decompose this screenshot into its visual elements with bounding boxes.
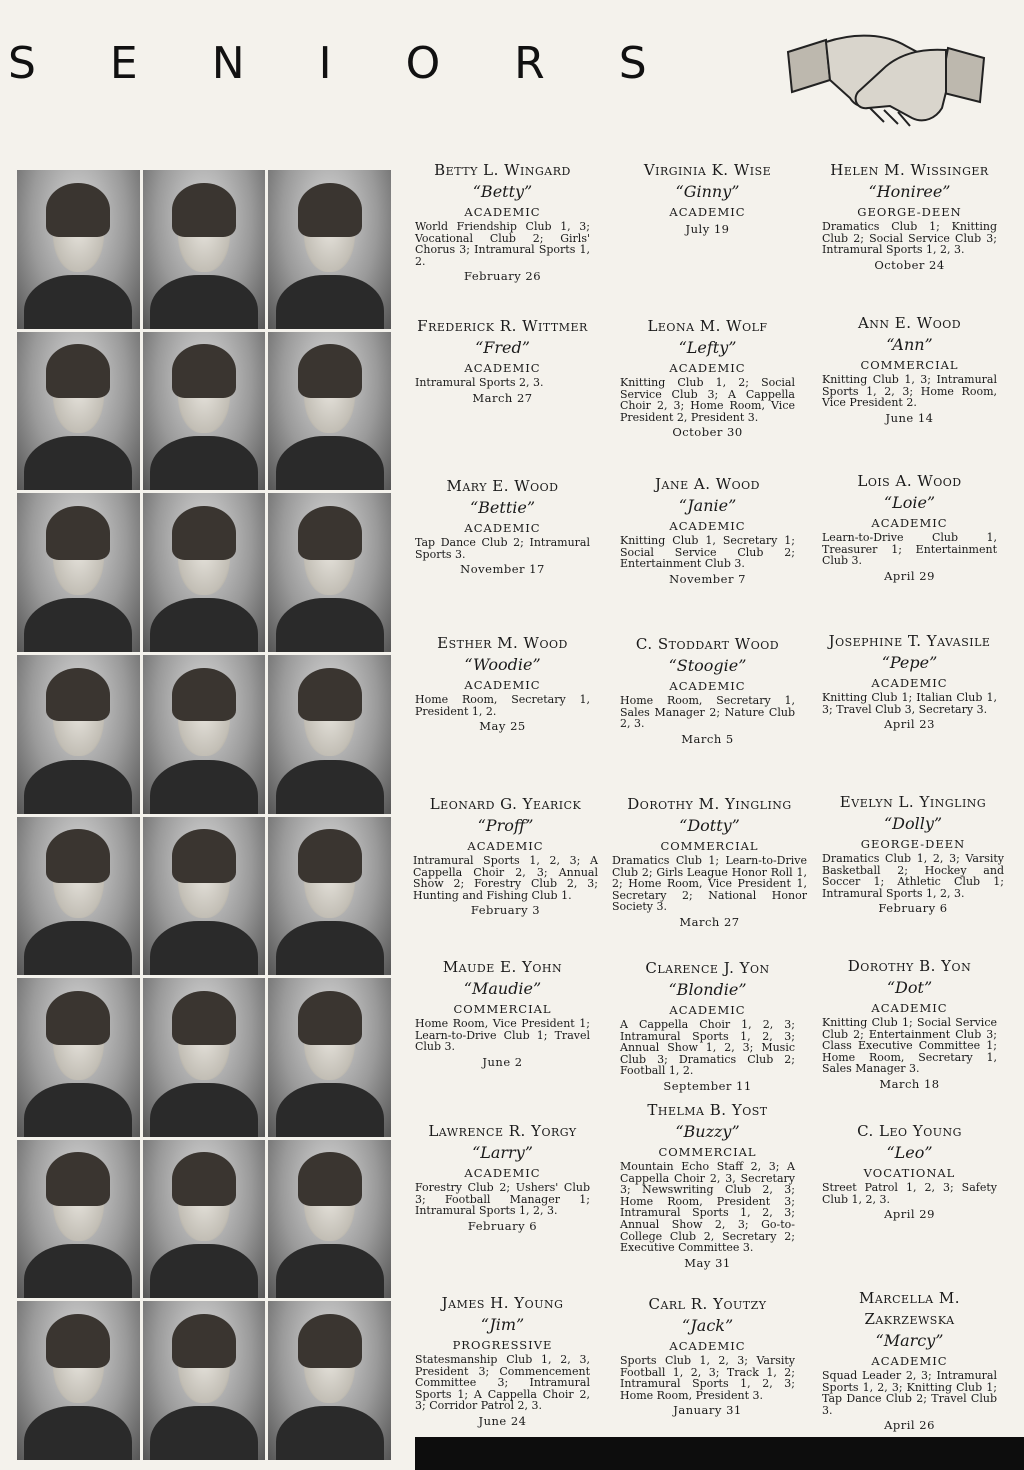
senior-nickname: “Ann” — [886, 335, 933, 354]
senior-birthday: March 18 — [879, 1076, 940, 1091]
senior-course: ACADEMIC — [669, 205, 746, 219]
page-title: S E N I O R S — [8, 38, 677, 89]
senior-course: ACADEMIC — [669, 1339, 746, 1353]
senior-name: Dorothy M. Yingling — [627, 795, 792, 813]
senior-entry — [620, 160, 795, 237]
senior-nickname: “Proff” — [477, 816, 534, 835]
senior-nickname: “Dolly” — [883, 814, 943, 833]
senior-birthday: March 27 — [679, 914, 740, 929]
portrait-photo — [268, 170, 391, 329]
portrait-photo — [143, 978, 266, 1137]
senior-birthday: July 19 — [685, 222, 730, 236]
senior-birthday: November 7 — [669, 571, 746, 586]
senior-activities: Home Room, Vice President 1; Learn-to-Drive Club 1; Travel Club 3. — [415, 1017, 590, 1054]
senior-nickname: “Dotty” — [679, 816, 740, 835]
senior-entry — [415, 476, 590, 577]
senior-nickname: “Loie” — [883, 493, 936, 512]
senior-course: ACADEMIC — [871, 1354, 948, 1368]
senior-course: GEORGE-DEEN — [857, 205, 962, 219]
portrait-photo — [143, 817, 266, 976]
senior-course: ACADEMIC — [464, 521, 541, 535]
senior-birthday: February 6 — [467, 1218, 538, 1233]
senior-course: COMMERCIAL — [860, 358, 959, 372]
senior-birthday: June 2 — [482, 1054, 523, 1069]
senior-activities: Home Room, Secretary 1, Sales Manager 2; Nature Club 2, 3. — [620, 694, 795, 731]
senior-birthday: September 11 — [663, 1078, 752, 1093]
senior-nickname: “Dot” — [886, 978, 933, 997]
senior-nickname: “Ginny” — [675, 182, 740, 201]
senior-name: Lawrence R. Yorgy — [428, 1122, 577, 1140]
senior-entry — [620, 316, 795, 440]
senior-birthday: June 24 — [478, 1413, 527, 1428]
senior-nickname: “Larry” — [472, 1143, 533, 1162]
senior-birthday: April 29 — [884, 568, 935, 583]
portrait-grid — [17, 170, 391, 1460]
senior-birthday: February 26 — [463, 269, 542, 284]
senior-entry — [822, 471, 997, 584]
senior-name: Leonard G. Yearick — [429, 795, 582, 813]
senior-name: Clarence J. Yon — [645, 959, 770, 977]
senior-entry — [415, 1121, 590, 1234]
portrait-photo — [143, 1140, 266, 1299]
senior-nickname: “Betty” — [472, 182, 533, 201]
senior-entry — [620, 634, 795, 747]
portrait-photo — [143, 170, 266, 329]
senior-course: COMMERCIAL — [658, 1145, 757, 1159]
senior-activities: Sports Club 1, 2, 3; Varsity Football 1, 2, 3; Track 1, 2; Intramural Sports 1, 2, 3; Home Room, President 3. — [620, 1354, 795, 1402]
senior-nickname: “Jim” — [480, 1315, 525, 1334]
senior-activities: Intramural Sports 2, 3. — [415, 376, 544, 389]
senior-nickname: “Jack” — [681, 1316, 734, 1335]
senior-nickname: “Honiree” — [868, 182, 951, 201]
senior-nickname: “Janie” — [678, 496, 737, 515]
senior-entry — [822, 956, 997, 1092]
senior-name: Jane A. Wood — [654, 475, 761, 493]
portrait-photo — [143, 493, 266, 652]
senior-birthday: April 29 — [884, 1207, 935, 1222]
senior-name: Evelyn L. Yingling — [839, 793, 987, 811]
senior-entry — [620, 474, 795, 587]
portrait-photo — [17, 1301, 140, 1460]
senior-course: ACADEMIC — [669, 361, 746, 375]
senior-activities: Dramatics Club 1, 2, 3; Varsity Basketball 2; Hockey and Soccer 1; Athletic Club 1; Intramural Sports 1, 2, 3. — [822, 852, 1004, 900]
senior-name: Frederick R. Wittmer — [417, 317, 588, 335]
senior-activities: Dramatics Club 1; Learn-to-Drive Club 2; Girls League Honor Roll 1, 2; Home Room, Vice President 1, Secretary 2; National Honor Society 3. — [612, 854, 807, 914]
senior-birthday: May 25 — [479, 719, 526, 734]
portrait-photo — [17, 1140, 140, 1299]
senior-name: C. Leo Young — [857, 1122, 962, 1140]
portrait-photo — [268, 978, 391, 1137]
senior-birthday: February 6 — [878, 901, 948, 916]
senior-activities: Street Patrol 1, 2, 3; Safety Club 1, 2, 3. — [822, 1181, 997, 1206]
senior-course: VOCATIONAL — [863, 1166, 956, 1180]
senior-entry — [415, 160, 590, 284]
senior-nickname: “Woodie” — [464, 655, 541, 674]
senior-name: Lois A. Wood — [857, 472, 962, 490]
senior-entry — [620, 1294, 795, 1418]
senior-birthday: May 31 — [684, 1255, 731, 1270]
senior-activities: World Friendship Club 1, 3; Vocational Club 2; Girls' Chorus 3; Intramural Sports 1, 2. — [415, 220, 590, 268]
senior-name: Esther M. Wood — [437, 634, 568, 652]
portrait-photo — [17, 332, 140, 491]
senior-activities: Intramural Sports 1, 2, 3; A Cappella Choir 2, 3; Annual Show 2; Forestry Club 2, 3; Hunting and Fishing Club 1. — [413, 854, 598, 902]
senior-nickname: “Marcy” — [875, 1331, 944, 1350]
senior-name: Mary E. Wood — [446, 477, 559, 495]
senior-birthday: June 14 — [885, 410, 934, 425]
senior-birthday: October 30 — [672, 425, 743, 440]
senior-entry — [612, 794, 807, 930]
senior-course: ACADEMIC — [669, 1003, 746, 1017]
senior-entry — [415, 316, 590, 406]
senior-activities: Dramatics Club 1; Knitting Club 2; Social Service Club 3; Intramural Sports 1, 2, 3. — [822, 220, 997, 257]
senior-birthday: February 3 — [470, 903, 541, 918]
senior-activities: Squad Leader 2, 3; Intramural Sports 1, 2, 3; Knitting Club 1; Tap Dance Club 2; Travel Club 3. — [822, 1369, 997, 1417]
senior-entry — [822, 160, 997, 273]
portrait-photo — [143, 1301, 266, 1460]
senior-course: ACADEMIC — [464, 678, 541, 692]
senior-course: ACADEMIC — [871, 516, 948, 530]
senior-name: Leona M. Wolf — [647, 317, 768, 335]
senior-nickname: “Pepe” — [881, 653, 938, 672]
portrait-photo — [268, 817, 391, 976]
senior-course: COMMERCIAL — [453, 1002, 552, 1016]
senior-birthday: April 23 — [884, 717, 935, 732]
senior-name: Ann E. Wood — [857, 314, 962, 332]
senior-entry — [822, 631, 997, 732]
senior-name: Betty L. Wingard — [434, 161, 571, 179]
senior-activities: Statesmanship Club 1, 2, 3, President 3; Commencement Committee 3; Intramural Sports 1; A Cappella Choir 2, 3; Corridor Patrol 2, 3. — [415, 1353, 590, 1413]
senior-nickname: “Fred” — [475, 338, 530, 357]
senior-name: Maude E. Yohn — [442, 958, 563, 976]
senior-birthday: November 17 — [460, 562, 545, 577]
senior-nickname: “Blondie” — [668, 980, 747, 999]
senior-course: ACADEMIC — [464, 205, 541, 219]
senior-birthday: October 24 — [874, 257, 945, 272]
senior-activities: Home Room, Secretary 1, President 1, 2. — [415, 693, 590, 718]
senior-birthday: March 5 — [681, 731, 734, 746]
footer-bar — [415, 1437, 1024, 1470]
senior-course: COMMERCIAL — [660, 839, 759, 853]
senior-nickname: “Bettie” — [469, 498, 536, 517]
senior-course: ACADEMIC — [871, 676, 948, 690]
senior-name: Thelma B. Yost — [647, 1101, 768, 1119]
senior-entry — [415, 633, 590, 734]
senior-activities: Tap Dance Club 2; Intramural Sports 3. — [415, 536, 590, 561]
senior-activities: Knitting Club 1; Social Service Club 2; Entertainment Club 3; Class Executive Committee 1; Home Room, Secretary 1, Sales Manager 3. — [822, 1016, 997, 1076]
portrait-photo — [17, 978, 140, 1137]
senior-birthday: April 26 — [884, 1418, 935, 1433]
senior-entry — [822, 313, 997, 426]
senior-activities: Knitting Club 1, 2; Social Service Club 3; A Cappella Choir 2, 3; Home Room, Vice President 2, President 3. — [620, 376, 795, 424]
senior-course: ACADEMIC — [464, 361, 541, 375]
senior-entry — [822, 1288, 997, 1433]
senior-name: Virginia K. Wise — [643, 161, 772, 179]
senior-nickname: “Stoogie” — [668, 656, 747, 675]
senior-course: ACADEMIC — [467, 839, 544, 853]
portrait-photo — [17, 655, 140, 814]
senior-birthday: March 27 — [472, 390, 533, 405]
portrait-photo — [268, 493, 391, 652]
senior-course: ACADEMIC — [464, 1166, 541, 1180]
senior-name: James H. Young — [441, 1294, 564, 1312]
senior-name: C. Stoddart Wood — [635, 635, 780, 653]
senior-nickname: “Buzzy” — [675, 1122, 740, 1141]
portrait-photo — [17, 170, 140, 329]
senior-name: Josephine T. Yavasile — [828, 632, 991, 650]
senior-activities: Knitting Club 1, 3; Intramural Sports 1, 2, 3; Home Room, Vice President 2. — [822, 373, 997, 410]
portrait-photo — [268, 655, 391, 814]
senior-activities: Learn-to-Drive Club 1, Treasurer 1; Entertainment Club 3. — [822, 531, 997, 568]
senior-course: GEORGE-DEEN — [860, 837, 966, 851]
senior-course: PROGRESSIVE — [452, 1338, 553, 1352]
senior-entry — [620, 958, 795, 1094]
senior-name: Marcella M. Zakrzewska — [859, 1289, 960, 1328]
senior-course: ACADEMIC — [669, 679, 746, 693]
portrait-photo — [143, 655, 266, 814]
senior-entry — [415, 1293, 590, 1429]
senior-activities: Forestry Club 2; Ushers' Club 3; Football Manager 1; Intramural Sports 1, 2, 3. — [415, 1181, 590, 1218]
senior-activities: A Cappella Choir 1, 2, 3; Intramural Sports 1, 2, 3; Annual Show 1, 2, 3; Music Club 3; Dramatics Club 2; Football 1, 2. — [620, 1018, 795, 1078]
senior-course: ACADEMIC — [669, 519, 746, 533]
senior-name: Helen M. Wissinger — [830, 161, 989, 179]
portrait-photo — [143, 332, 266, 491]
senior-entry — [415, 957, 590, 1070]
senior-activities: Knitting Club 1; Italian Club 1, 3; Travel Club 3, Secretary 3. — [822, 691, 997, 716]
senior-entry — [822, 792, 1004, 916]
senior-nickname: “Lefty” — [678, 338, 737, 357]
senior-activities: Knitting Club 1, Secretary 1; Social Service Club 2; Entertainment Club 3. — [620, 534, 795, 571]
senior-course: ACADEMIC — [871, 1001, 948, 1015]
senior-birthday: January 31 — [673, 1403, 742, 1418]
portrait-photo — [268, 1140, 391, 1299]
handshake-icon — [786, 22, 986, 132]
portrait-photo — [268, 1301, 391, 1460]
senior-name: Carl R. Youtzy — [648, 1295, 767, 1313]
senior-entry — [822, 1121, 997, 1222]
portrait-photo — [17, 817, 140, 976]
senior-activities: Mountain Echo Staff 2, 3; A Cappella Choir 2, 3, Secretary 3; Newswriting Club 2, 3; Home Room, President 3; Intramural Sports 1, 2, 3; Annual Show 2, 3; Go-to-College Club 2, Secretary 2; Executive Committee 3. — [620, 1160, 795, 1255]
senior-nickname: “Maudie” — [463, 979, 542, 998]
senior-nickname: “Leo” — [886, 1143, 933, 1162]
senior-entry — [620, 1100, 795, 1271]
portrait-photo — [268, 332, 391, 491]
senior-name: Dorothy B. Yon — [847, 957, 972, 975]
portrait-photo — [17, 493, 140, 652]
senior-entry — [413, 794, 598, 918]
